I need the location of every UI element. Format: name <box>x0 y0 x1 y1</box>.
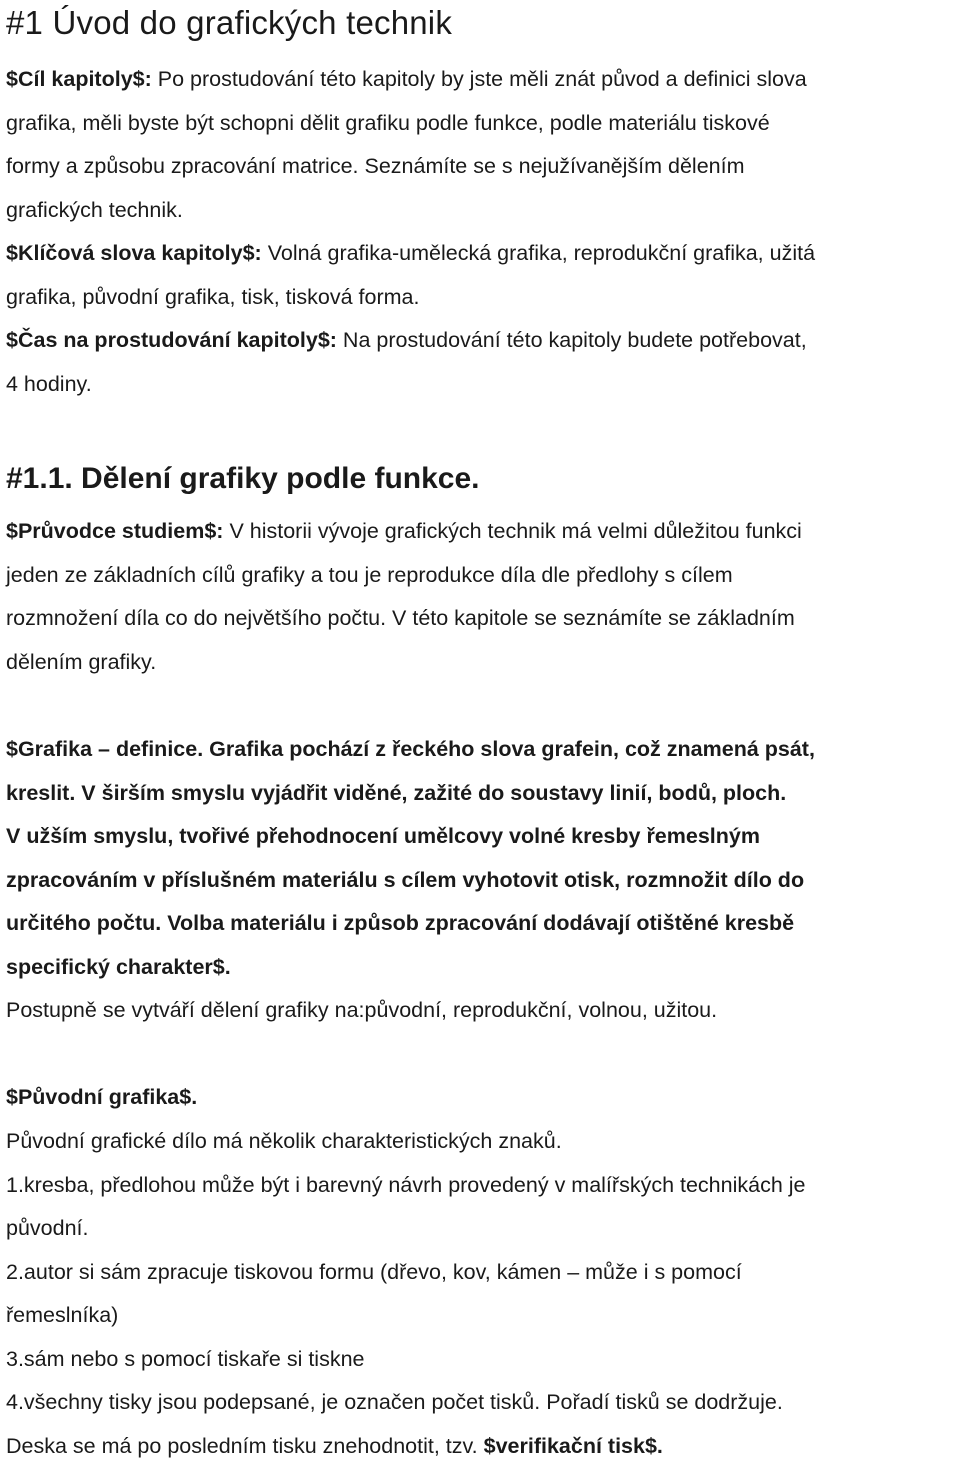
list-item: původní. <box>6 1207 958 1251</box>
page-title: #1 Úvod do grafických technik <box>6 0 452 46</box>
text-line <box>6 1425 958 1468</box>
chapter-time-label: $Čas na prostudování kapitoly$: <box>6 328 337 352</box>
text-line: určitého počtu. Volba materiálu i způsob zpracování dodávají otištěné kresbě <box>6 902 958 946</box>
graphics-definition <box>6 728 958 989</box>
section-heading: #1.1. Dělení grafiky podle funkce. <box>6 457 480 501</box>
chapter-keywords <box>6 232 958 319</box>
text-line <box>6 510 958 554</box>
study-guide-label: $Průvodce studiem$: <box>6 519 223 543</box>
original-graphics-body <box>6 1120 958 1468</box>
text-line: $Původní grafika$. <box>6 1076 958 1120</box>
text-line: rozmnožení díla co do největšího počtu. V této kapitole se seznámíte se základním <box>6 597 958 641</box>
text-line: grafika, původní grafika, tisk, tisková forma. <box>6 276 958 320</box>
text-span: Po prostudování této kapitoly by jste měli znát původ a definici slova <box>152 67 807 91</box>
list-item: 2.autor si sám zpracuje tiskovou formu (dřevo, kov, kámen – může i s pomocí <box>6 1251 958 1295</box>
text-line: 4 hodiny. <box>6 363 958 407</box>
text-span: Volná grafika-umělecká grafika, reprodukční grafika, užitá <box>262 241 815 265</box>
text-line: zpracováním v příslušném materiálu s cílem vyhotovit otisk, rozmnožit dílo do <box>6 859 958 903</box>
text-span: Na prostudování této kapitoly budete potřebovat, <box>337 328 807 352</box>
text-line: kreslit. V širším smyslu vyjádřit viděné, zažité do soustavy linií, bodů, ploch. <box>6 772 958 816</box>
list-item: 4.všechny tisky jsou podepsané, je označen počet tisků. Pořadí tisků se dodržuje. <box>6 1381 958 1425</box>
study-guide <box>6 510 958 684</box>
text-line: formy a způsobu zpracování matrice. Seznámíte se s nejužívanějším dělením <box>6 145 958 189</box>
list-item: 1.kresba, předlohou může být i barevný návrh provedený v malířských technikách je <box>6 1164 958 1208</box>
text-span: Deska se má po posledním tisku znehodnotit, tzv. <box>6 1434 484 1458</box>
verification-print-term: $verifikační tisk$. <box>484 1434 663 1458</box>
text-line <box>6 232 958 276</box>
chapter-time <box>6 319 958 406</box>
list-item: 3.sám nebo s pomocí tiskaře si tiskne <box>6 1338 958 1382</box>
text-line: Postupně se vytváří dělení grafiky na:původní, reprodukční, volnou, užitou. <box>6 989 958 1033</box>
text-line <box>6 58 958 102</box>
original-graphics-heading <box>6 1076 958 1120</box>
text-line: jeden ze základních cílů grafiky a tou je reprodukce díla dle předlohy s cílem <box>6 554 958 598</box>
text-span: V historii vývoje grafických technik má velmi důležitou funkci <box>223 519 801 543</box>
text-line: Původní grafické dílo má několik charakteristických znaků. <box>6 1120 958 1164</box>
text-line: $Grafika – definice. Grafika pochází z řeckého slova grafein, což znamená psát, <box>6 728 958 772</box>
chapter-goal-label: $Cíl kapitoly$: <box>6 67 152 91</box>
chapter-keywords-label: $Klíčová slova kapitoly$: <box>6 241 262 265</box>
text-line: specifický charakter$. <box>6 946 958 990</box>
text-line: grafických technik. <box>6 189 958 233</box>
text-line: V užším smyslu, tvořivé přehodnocení umělcovy volné kresby řemeslným <box>6 815 958 859</box>
text-line: grafika, měli byste být schopni dělit grafiku podle funkce, podle materiálu tiskové <box>6 102 958 146</box>
division-sentence <box>6 989 958 1033</box>
text-line <box>6 319 958 363</box>
chapter-goal <box>6 58 958 232</box>
list-item: řemeslníka) <box>6 1294 958 1338</box>
text-line: dělením grafiky. <box>6 641 958 685</box>
